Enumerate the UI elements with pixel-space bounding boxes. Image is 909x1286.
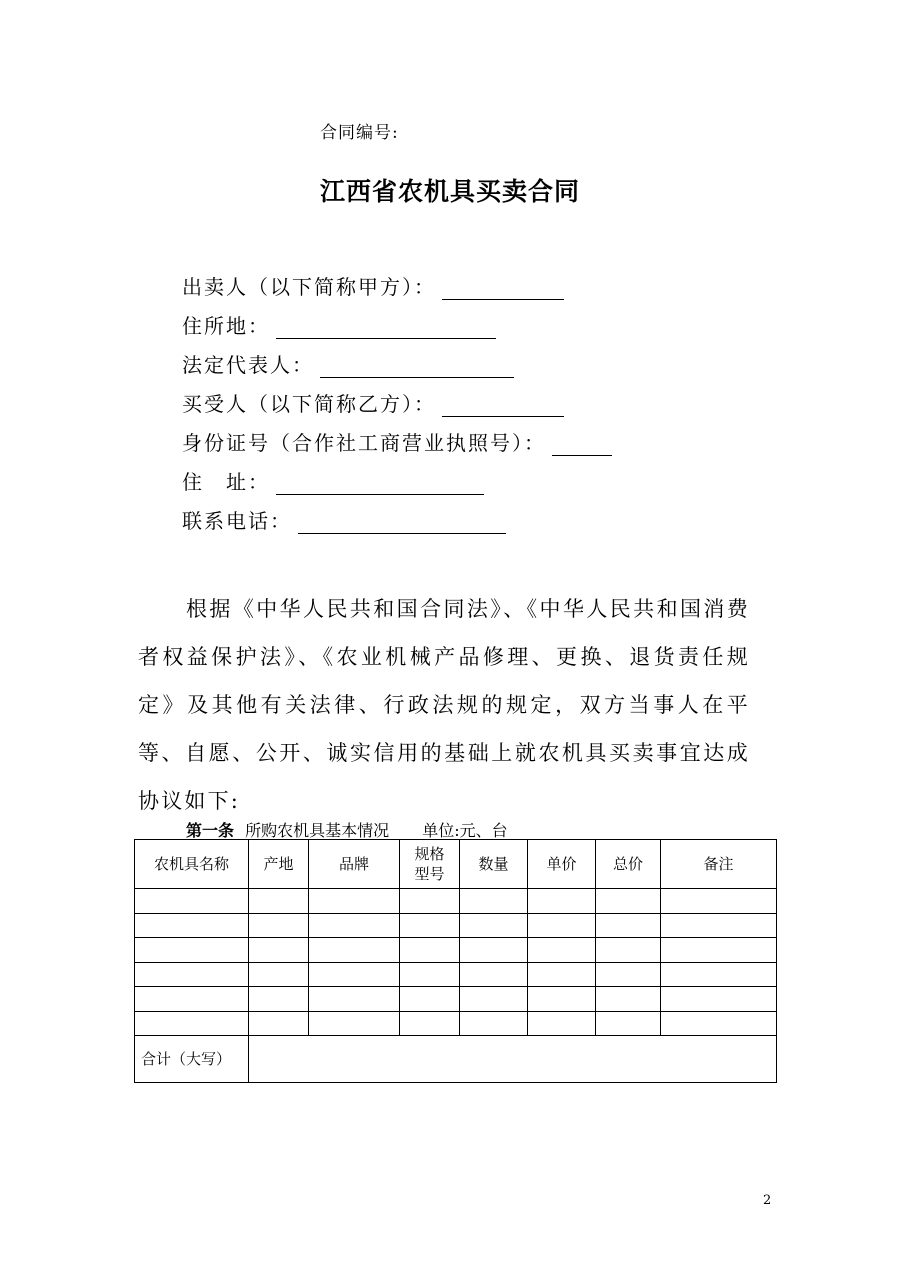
page-number: 2 (763, 1193, 772, 1208)
article-1-heading (186, 818, 508, 841)
table-cell[interactable] (135, 889, 249, 914)
table-cell[interactable] (249, 987, 309, 1012)
header-machine-name: 农机具名称 (135, 840, 249, 889)
seller-address-label: 住所地： (182, 314, 270, 338)
header-remarks: 备注 (661, 840, 777, 889)
preamble-paragraph: 根据《中华人民共和国合同法》、《中华人民共和国消费者权益保护法》、《农业机械产品修理、更换、退货责任规定》及其他有关法律、行政法规的规定，双方当事人在平等、自愿、公开、诚实信用的基础上就农机具买卖事宜达成协议如下: (138, 597, 750, 813)
article-1-number: 第一条 (186, 821, 235, 840)
table-cell[interactable] (135, 938, 249, 963)
buyer-address-field[interactable] (276, 472, 484, 495)
buyer-address-line (182, 467, 484, 495)
document-title: 江西省农机具买卖合同 (320, 177, 581, 206)
table-cell[interactable] (528, 1011, 596, 1036)
table-cell[interactable] (528, 962, 596, 987)
table-cell[interactable] (528, 938, 596, 963)
table-row (135, 913, 777, 938)
buyer-address-label: 住 址： (182, 470, 270, 494)
table-cell[interactable] (400, 1011, 460, 1036)
header-brand: 品牌 (309, 840, 400, 889)
table-cell[interactable] (135, 962, 249, 987)
id-number-line (182, 428, 612, 456)
contract-number (320, 118, 399, 143)
buyer-field[interactable] (442, 394, 564, 417)
table-cell[interactable] (528, 913, 596, 938)
seller-label: 出卖人（以下简称甲方）： (182, 275, 436, 299)
table-cell[interactable] (460, 962, 528, 987)
table-row (135, 938, 777, 963)
buyer-line (182, 389, 564, 417)
table-cell[interactable] (460, 889, 528, 914)
table-cell[interactable] (596, 938, 661, 963)
table-cell[interactable] (249, 889, 309, 914)
table-cell[interactable] (309, 962, 400, 987)
table-cell[interactable] (249, 1011, 309, 1036)
table-cell[interactable] (661, 889, 777, 914)
header-total-price: 总价 (596, 840, 661, 889)
table-cell[interactable] (661, 962, 777, 987)
table-cell[interactable] (528, 987, 596, 1012)
total-amount-field[interactable] (249, 1036, 777, 1083)
table-cell[interactable] (309, 987, 400, 1012)
table-cell[interactable] (249, 913, 309, 938)
table-cell[interactable] (309, 913, 400, 938)
table-cell[interactable] (528, 889, 596, 914)
header-unit-price: 单价 (528, 840, 596, 889)
header-quantity: 数量 (460, 840, 528, 889)
header-model: 规格型号 (400, 840, 460, 889)
table-cell[interactable] (460, 1011, 528, 1036)
contract-number-label: 合同编号: (320, 123, 399, 143)
table-row (135, 889, 777, 914)
table-cell[interactable] (400, 889, 460, 914)
table-cell[interactable] (661, 987, 777, 1012)
table-cell[interactable] (596, 889, 661, 914)
table-cell[interactable] (309, 1011, 400, 1036)
article-1-title: 所购农机具基本情况 (245, 821, 390, 840)
table-cell[interactable] (249, 938, 309, 963)
seller-address-line (182, 311, 496, 339)
legal-representative-field[interactable] (320, 355, 514, 378)
seller-address-field[interactable] (276, 316, 496, 339)
table-row (135, 987, 777, 1012)
table-cell[interactable] (249, 962, 309, 987)
total-row (135, 1036, 777, 1083)
legal-representative-line (182, 350, 514, 378)
table-cell[interactable] (596, 1011, 661, 1036)
header-origin: 产地 (249, 840, 309, 889)
phone-field[interactable] (298, 511, 506, 534)
phone-label: 联系电话： (182, 509, 292, 533)
id-number-field[interactable] (552, 433, 612, 456)
table-cell[interactable] (309, 938, 400, 963)
article-1-unit: 单位:元、台 (422, 821, 508, 840)
table-cell[interactable] (460, 913, 528, 938)
table-row (135, 962, 777, 987)
goods-table (134, 839, 777, 1083)
total-label: 合计（大写） (135, 1036, 249, 1083)
table-header-row (135, 840, 777, 889)
seller-field[interactable] (442, 277, 564, 300)
buyer-label: 买受人（以下简称乙方）： (182, 392, 436, 416)
legal-representative-label: 法定代表人： (182, 353, 314, 377)
table-cell[interactable] (596, 913, 661, 938)
table-cell[interactable] (460, 938, 528, 963)
table-cell[interactable] (661, 913, 777, 938)
phone-line (182, 506, 506, 534)
seller-line (182, 272, 564, 300)
table-row (135, 1011, 777, 1036)
table-cell[interactable] (400, 913, 460, 938)
table-cell[interactable] (661, 938, 777, 963)
table-cell[interactable] (135, 913, 249, 938)
table-cell[interactable] (460, 987, 528, 1012)
table-cell[interactable] (400, 938, 460, 963)
table-cell[interactable] (661, 1011, 777, 1036)
table-cell[interactable] (400, 987, 460, 1012)
table-cell[interactable] (400, 962, 460, 987)
table-cell[interactable] (135, 987, 249, 1012)
table-cell[interactable] (596, 962, 661, 987)
table-cell[interactable] (135, 1011, 249, 1036)
table-cell[interactable] (309, 889, 400, 914)
id-number-label: 身份证号（合作社工商营业执照号）： (182, 431, 546, 455)
table-cell[interactable] (596, 987, 661, 1012)
